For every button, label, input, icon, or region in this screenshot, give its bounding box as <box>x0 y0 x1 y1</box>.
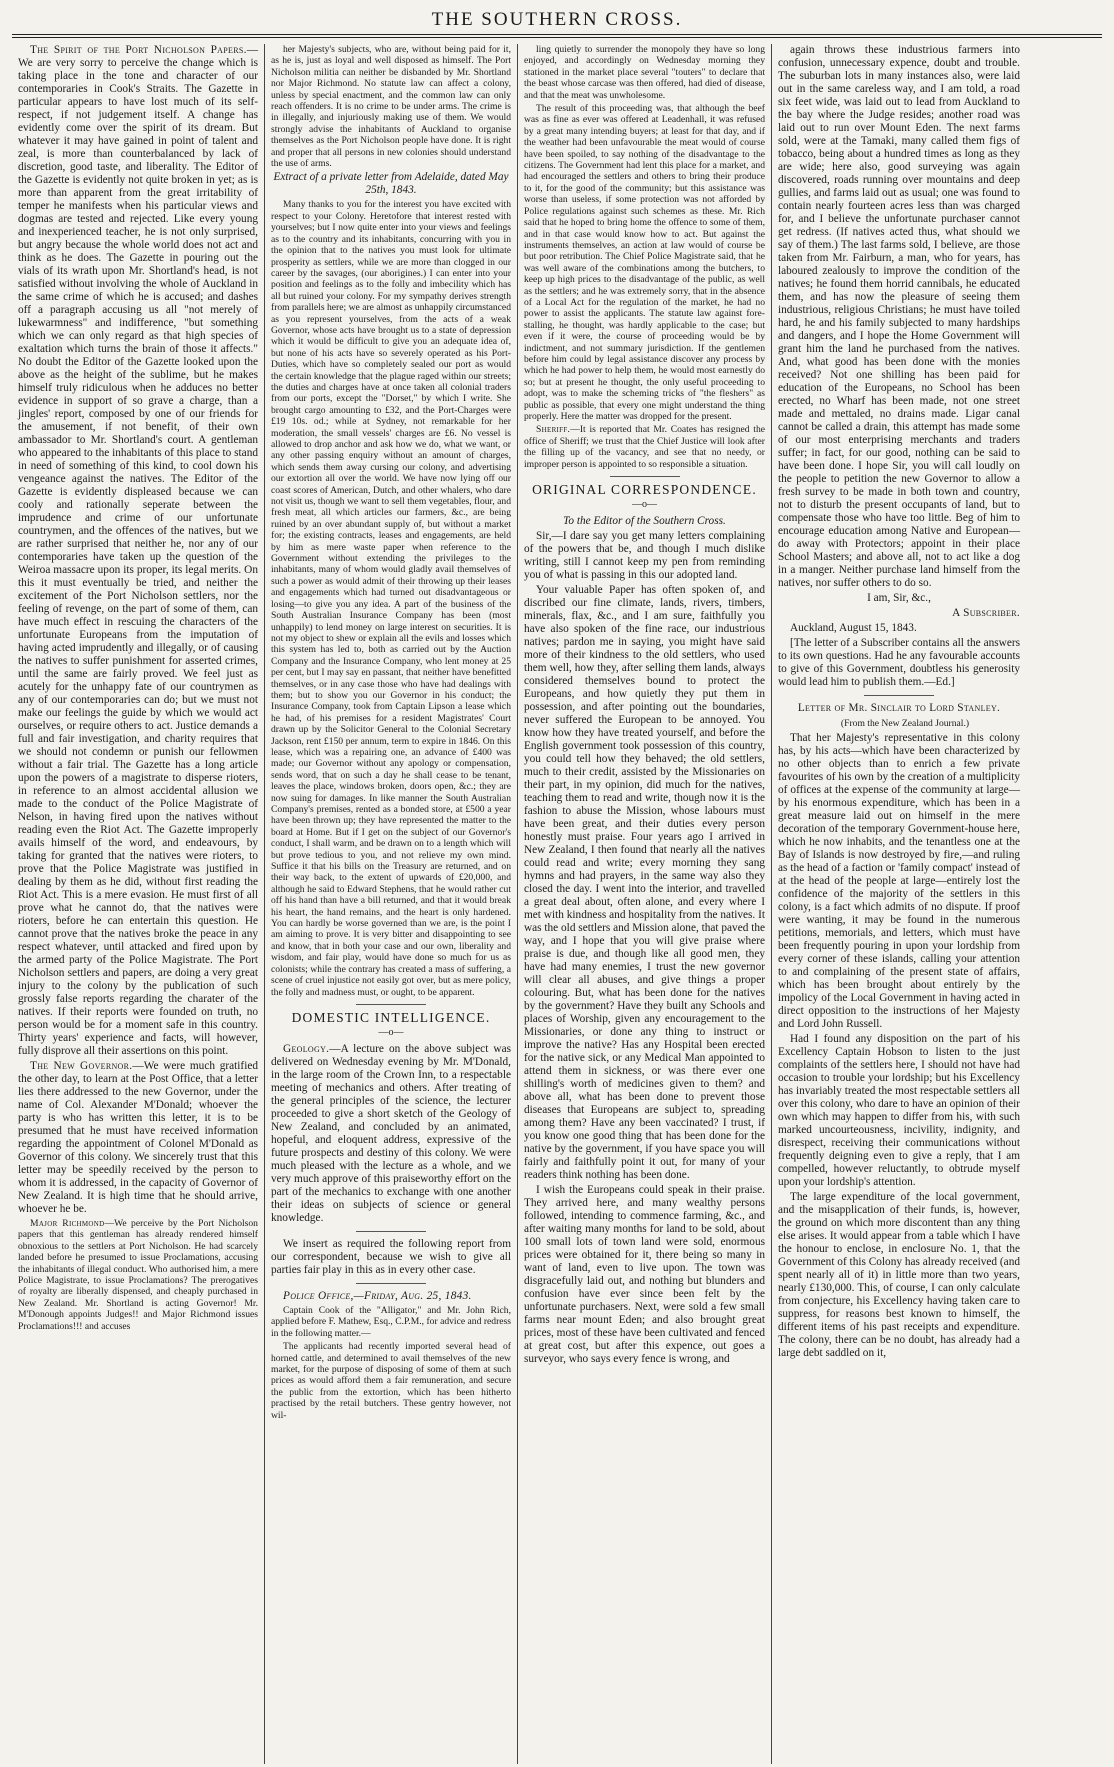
article-lead: Geology. <box>283 1042 330 1055</box>
section-divider <box>864 695 934 696</box>
extract-body: Many thanks to you for the interest you have excited with respect to your Colony. Heretofore that interest rested with yourselves; but I now quite enter into your views and feelings as to the country and its inhabitants, concurring with you in the opinion that to the natives you must look for ultimate prosperity as settlers, while we are more than clogged in our career by the savages, (our aborigines.) I can enter into your position and feelings as to the folly and imbecility which has all but ruined your colony. For my sympathy derives strength from parallels here; we are almost as unhappily circumstanced as you represent yourselves, from the acts of a weak Governor, whose acts have brought us to a state of depression which it would be difficult to give you an adequate idea of, but none of his acts have so severely operated as his Port-Duties, which have so completely sealed our port as would the certain knowledge that the plague raged within our streets; the duties and charges have at once taken all colonial traders from our ports, except the "Dorset," by which I write. She brought cargo amounting to £32, and the Port-Charges were £19 10s. od.; while at Sydney, not remarkable for her moderation, the small vessels' charges are £6. No vessel is allowed to drop anchor and ask how we do, what we want, or any other passing enquiry without an amount of charges, which sends them away cursing our colony, and advertising our extortion all over the world. We have now lying off our coast scores of American, Dutch, and other whalers, who dare not visit us, though we want to sell them vegetables, flour, and fresh meat, all which articles our farmers, &c., are being ruined by an over abundant supply of, but without a market for; the existing contracts, leases and engagements, are held by him as mere waste paper when reference to the Government without extending the privileges to the inhabitants, many of whom would gladly avail themselves of such a power as would admit of their throwing up their leases and engagements which had turned out disadvantageous or losing—to give you any idea. A part of the business of the South Australian Insurance Company has been (most unhappily) to lend money on large interest on securities. It is not my object to shew or explain all the evils and losses which this system has led to, both as carried out by the Auction Company and the Insurance Company, who lent money at 25 per cent, but I may say en passant, that neither have benefitted themselves, or in any case those who have had dealings with them; but to show you our Governor in his conduct; the Insurance Company, took from Captain Lipson a lease which he had, of his premises for a resident Magistrates' Court drawn up by the Solicitor General to the Colonial Secretary Jackson, rent £150 per annum, term to expire in 1846. On this lease, which was a repairing one, an advance of £400 was made; our Governor without any apology or compensation, sends word, that on such a day he shall cease to be tenant, leaves the place, windows broken, doors open, &c.; they are now suing for damages. In like manner the South Australian Company's premises, rented as a bonded store, at £500 a year have been thrown up; they have represented the matter to the board at Home. But if I get on the subject of our Governor's conduct, I shall warm, and be drawn on to a length which will but prove tedious to you, and not relieve my own mind. Suffice it that his bills on the Treasury are returned, and on their way back, to the extent of upwards of £20,000, and although he said to Edward Stephens, that he would rather cut off his hand than have a bill returned, and that it would break his heart, the hand remains, and the heart is only hardened. You can hardly be worse governed than we are, is the point I am aiming to prove. It is very bitter and disappointing to see and know, that in both your case and our own, liberality and wisdom, and fair play, would have done so much for us as colonists; while the contrary has created a mass of suffering, a scene of cruel injustice not easily got over, but as mere policy, the folly and madness must, or ought, to be apparent. <box>271 199 511 998</box>
article-body: —A lecture on the above subject was delivered on Wednesday evening by Mr. M'Donald, in the large room of the Crown Inn, to a respectable meeting of mechanics and others. After treating of the general principles of the science, the lecturer proceeded to give a short sketch of the Geology of New Zealand, and concluded by an animated, hopeful, and eloquent address, expressive of the future prospects and destiny of this colony. We were much pleased with the lecture as a whole, and we very much approve of this praiseworthy effort on the part of the mechanics to exchange with one another their ideas on subjects of science or general knowledge. <box>271 1042 511 1224</box>
article-body: —We perceive by the Port Nicholson papers that this gentleman has already rendered himself obnoxious to the settlers at Port Nicholson. He had scarcely landed before he presumed to issue Proclamations, accusing the inhabitants of illegal conduct. Who authorised him, a mere Police Magistrate, to issue Proclamations? The prerogatives of royalty are liberally dispensed, and cheaply purchased in New Zealand. Mr. Shortland is acting Governor! Mr. M'Donough appoints Judges!! and Major Richmond issues Proclamations!!! and accuses <box>18 1218 258 1332</box>
ornament-icon: —o— <box>378 1026 404 1038</box>
sinclair-para-2: Had I found any disposition on the part of his Excellency Captain Hobson to listen to the just complaints of the settlers here, I should not have had occasion to trouble your lordship; but his Excellency has invariably treated the most respectable settlers all over this colony, who dare to have an opinion of their own which may happen to differ from his, with such marked uncourteousness, incivility, indignity, and disrespect, receiving their communications without frequently deigning even to give a reply, that I am compelled, however reluctantly, to obtrude myself upon your lordship's attention. <box>778 1033 1020 1188</box>
section-divider <box>356 1004 426 1005</box>
article-sheriff <box>524 424 765 470</box>
section-heading: ORIGINAL CORRESPONDENCE. <box>532 482 757 498</box>
letter-source: (From the New Zealand Journal.) <box>840 718 970 729</box>
section-heading: DOMESTIC INTELLIGENCE. <box>291 1009 491 1025</box>
sinclair-para-3: The large expenditure of the local government, and the misapplication of their funds, is, however, the ground on which more discontent than any thing else arises. It would appear from a table which I have the honour to enclose, in enclosure No. 1, that the Government of this Colony has already received (and spent nearly all of it) in little more than two years, nearly £130,000. This, of course, I can only calculate from conjecture, his Excellency having taken care to suppress, for reasons best known to himself, the different items of his past receipts and expenditure. The colony, there can be no doubt, has already had a large debt saddled on it, <box>778 1191 1020 1359</box>
article-spirit <box>18 44 258 1058</box>
letter-title: Letter of Mr. Sinclair to Lord Stanley. <box>797 702 1001 714</box>
article-lead: Major Richmond <box>30 1218 105 1229</box>
section-divider <box>356 1283 426 1284</box>
column-2 <box>264 44 517 1764</box>
letter-continued: again throws these industrious farmers into confusion, unnecessary expence, doubt and trouble. The suburban lots in many instances also, were laid out in the same careless way, and I am told, a road six feet wide, was laid out to lead from Auckland to the bay where the Judge resides; another road was laid out to run over Mount Eden. The next farms sold, were at the Tamaki, many called them figs of tobacco, being about a hundred times as long as they are wide; here also, good surveying was again discovered, roads running over mountains and deep gullies, and farms laid out as usual; one was found to contain nearly fourteen acres less than was charged for, and I believe the unfortunate purchaser cannot get redress. (If natives acted thus, what should we say of them.) The last farms sold, I believe, are those taken from Mr. Fairburn, a man, who for years, has laboured zealously to improve the condition of the natives; he found them horrid cannibals, he educated them, and has now the pleasure of seeing them industrious, religious Christians; he must have toiled hard, he and his family subjected to many hardships and dangers, and I hope the Home Government will grant him the land he purchased from the natives. And, what good has been done with the monies received? Not one shilling has been paid for education of the Europeans, no School has been erected, no Wharf has been made, not one street made and mettaled, no drains made. Ligar canal cannot be called a drain, this attempt has made some of our most enterprising merchants and traders suffer; in fact, for our good, nothing can be said to have been done. I hope Sir, you will call loudly on the people to petition the new Governor to allow a fresh survey to be made in both town and country, not to disturb the present occupants of land, but to compensate those who have too little. Beg of him to encourage education among Native and European—do away with Protectors; appoint in their place School Masters; and above all, not to act like a dog in a manger. Neither purchase land himself from the natives, nor suffer others to do so. <box>778 44 1020 589</box>
ornament-icon: —o— <box>632 499 657 511</box>
sinclair-para-1: That her Majesty's representative in this colony has, by his acts—which have been characterized by no other objects than to enrich a few private favourites of his own by the creation of a multiplicity of offices at the expense of the community at large—by his enormous expenditure, which has been in a great measure laid out on himself in the mere decoration of the temporary Government-house here, which he now inhabits, and the tenantless one at the Bay of Islands is now destroyed by fire,—and ruling as the head of a faction or 'family compact' instead of at the head of the people at large—entirely lost the confidence of the majority of the settlers in this colony, is a fact which admits of no dispute. If proof were wanting, it may be found in the numerous petitions, memorials, and letters, which must have been frequently pouring in upon your lordship from every corner of these islands, calling your attention to and complaining of the present state of affairs, which has been brought about entirely by the impolicy of the Local Government in having acted in direct opposition to the instructions of her Majesty and Lord John Russell. <box>778 732 1020 1030</box>
article-major-richmond <box>18 1218 258 1332</box>
police-heading <box>271 1290 511 1303</box>
editor-note: [The letter of a Subscriber contains all the answers to its own questions. Had he any favourable accounts to give of this Government, doubtless his generosity would lead him to publish them.—Ed.] <box>778 637 1020 688</box>
column-4 <box>771 44 1026 1764</box>
article-body: —We are very sorry to perceive the change which is taking place in the tone and character of our contemporaries in Cook's Straits. The Gazette in particular appears to have lost much of its self-respect, if not judgement itself. A change has evidently come over the spirit of its dream. But whatever it may have gained in point of talent and zeal, is more than counterbalanced by lack of discretion, good taste, and liberality. The Editor of the Gazette is evidently not quite broken in yet; as is more than apparent from the great irritability of temper he manifests when his particular views and dogmas are tested and rejected. Like every young and inexperienced teacher, he is not only surprised, but angry because the whole world does not act and think as he does. The Gazette in pouring out the vials of its wrath upon Mr. Shortland's head, is not satisfied without involving the whole of Auckland in the same crime of which he is accused; and dashes off a paragraph accusing us all "not merely of lukewarmness" and indifference, "but something which we can only regard as that high species of exaltation which turns the brain of those it affects." No doubt the Editor of the Gazette looked upon the above as the height of the sublime, but he makes himself truly ridiculous when he adduces no better evidence in support of so grave a charge, than a jingles' report, composed by one of our friends for the amusement, if not benefit, of their own ambassador to Mr. Shortland's court. A gentleman who appeared to the inhabitants of this place to stand in need of something of this kind, to cool down his vengeance against the natives. The Editor of the Gazette is evidently displeased because we can cooly and rationally seperate between the imprudence and crime of our unfortunate countrymen, and the offences of the natives, but we are rather surprised that neither he, nor any of our contemporaries have taken up the question of the Weiroa massacre upon its proper, its legal merits. On this it must eventually be tried, and neither the excitement of the Port Nicholson settlers, nor the feeling of revenge, on the part of some of them, can have much effect in rescuing the characters of the unfortunate Europeans from the imputation of having acted imprudently and illegally, or of causing the natives to suffer punishment for asserted crimes, until the same are fairly proved. We feel just as acutely for the unhappy fate of our countrymen as any of our contemporaries can do; but we must not make our feelings the guide by which we would act ourselves, or require others to act. Justice demands a full and fair investigation, and charity requires that we should not condemn or punish our fellowmen without a fair trial. The Gazette has a long article upon the powers of a magistrate to disperse rioters, in reference to an almost accidental allusion we made to the conduct of the Police Magistrate of Nelson, in having fired upon the natives without reading even the Riot Act. The Gazette improperly avails himself of the word, and endeavours, by taking for granted that the natives were rioters, to prove that the Police Magistrate was justified in dealing by them as he did, without first reading the Riot Act. This is a mere evasion. He must first of all prove what he cannot do, that the natives were rioters, before he can entertain this question. He cannot prove that the natives broke the peace in any respect whatever, until attacked and fired upon by the armed party of the Police Magistrate. The Port Nicholson settlers and papers, are doing a very great injury to the colony by the publication of such grossly false reports regarding the charater of the natives. If their reports were founded on truth, no person would be for a moment safe in this country. Thirty years' experience and facts, will however, fully disprove all their assertions on this point. <box>18 44 258 1057</box>
masthead-rule <box>12 34 1102 38</box>
article-lead: The Spirit of the Port Nicholson Papers. <box>30 44 247 56</box>
letter-dateline: Auckland, August 15, 1843. <box>790 622 917 634</box>
letter-para-3: I wish the Europeans could speak in their praise. They arrived here, and many wealthy persons followed, intending to commence farming, &c., and after waiting many months for land to be sold, about 100 small lots of town land were sold, enormous prices were obtained for it, there being so many in want of land, even to live upon. The town was disgracefully laid out, and nothing but blunders and confusion have ever since been felt by the unfortunate purchasers. Next, were sold a few small farms near mount Eden; and also brought great prices, most of these have been cultivated and fenced at great cost, but after this expence, out goes a surveyor, who says every fence is wrong, and <box>524 1184 765 1366</box>
article-body: —We were much gratified the other day, to learn at the Post Office, that a letter lies there addressed to the new Governor, under the name of Col. Alexander M'Donald; whoever the party is who has written this letter, it is to be presumed that he must have received information regarding the appointment of Colonel M'Donald as Governor of this colony. We sincerely trust that this letter may be speedily received by the person to whom it is addressed, in the capacity of Governor of New Zealand. It is high time that he should arrive, whoever he be. <box>18 1060 258 1215</box>
letter-para-1: Sir,—I dare say you get many letters complaining of the powers that be, and though I much dislike writing, still I cannot keep my pen from reminding you of what is passing in this our adopted land. <box>524 530 765 582</box>
column-1 <box>12 44 264 1764</box>
column-3 <box>517 44 771 1764</box>
section-divider <box>356 1231 426 1232</box>
letter-signature: A Subscriber. <box>952 607 1020 619</box>
police-body: Captain Cook of the "Alligator," and Mr. John Rich, applied before F. Mathew, Esq., C.P.M., for advice and redress in the following matter.— <box>271 1304 511 1339</box>
article-new-governor <box>18 1060 258 1216</box>
letter-para-2: Your valuable Paper has often spoken of, and discribed our fine climate, lands, rivers, timbers, minerals, flax, &c., and I am sure, faithfully you have also spoken of the fine race, our industrious natives; pardon me in saying, you might have said more of their kindness to the old settlers, who used them well, how they, after selling them lands, always considered themselves bound to protect the Europeans, and how quietly they put them in possession, and after pointing out the boundaries, never suffered the European to be annoyed. You know how they have treated yourself, and before the English government took possession of this country, you could tell how they behaved; the old settlers, much to their credit, assisted by the Missionaries on their part, in my opinion, did much for the natives, teaching them to read and write, though now it is the fashion to abuse the Mission, whose labours must have been great, and their duties every person honestly must praise. Four years ago I arrived in New Zealand, I then found that nearly all the natives could read and write; every morning they sang hymns and had prayers, in the same way also they closed the day. I went into the interior, and travelled a great deal about, often alone, and every where I met with kindness and hospitality from the natives. It was the old settlers and Mission alone, that paved the way, and I hope that you will give praise where praise is due, and though like all good men, they have had many enemies, I trust the new governor will clear all abuses, and give things a proper colouring. But, what has been done for the natives by the government? Have they built any Schools and places of Worship, given any encouragement to the Missionaries, or done any thing to instruct or improve the native? Has any Hospital been erected for the native sick, or any Medical Man appointed to attend them in sickness, or was there ever one shilling's worth of medicines given to them? and above all, what has been done to prevent those diseases that Europeans are subject to, spreading among them? Have any been vaccinated? I trust, if you know one good thing that has been done for the native by the government, if you have space you will fairly and faithfully point it out, for many of your readers think nothing has been done. <box>524 584 765 1182</box>
article-continued: her Majesty's subjects, who are, without being paid for it, as he is, just as loyal and well disposed as himself. The Port Nicholson militia can neither be disbanded by Mr. Shortland nor Major Richmond. No statute law can affect a colony, unless by special enactment, and the common law can only reach offenders. It is no crime to be under arms. The crime is in illegally, and injuriously making use of them. We would strongly advise the inhabitants of Auckland to organise themselves as the Port Nicholson people have done. It is right and proper that all persons in new colonies should understand the use of arms. <box>271 44 511 170</box>
article-lead: The New Governor. <box>30 1060 133 1072</box>
extract-title: Extract of a private letter from Adelaide, dated May 25th, 1843. <box>273 171 509 197</box>
police-continued: ling quietly to surrender the monopoly they have so long enjoyed, and accordingly on Wednesday morning they stationed in the market place several "touters" to declare that the beast whose carcase was then offered, had died of disease, and that the meat was unwholesome. <box>524 44 765 101</box>
letter-signoff: I am, Sir, &c., <box>867 592 931 604</box>
letter-salutation: To the Editor of the Southern Cross. <box>563 515 726 528</box>
police-continued-2: The result of this proceeding was, that although the beef was as fine as ever was offered at Leadenhall, it was refused by a great many intending buyers; at least for that day, and if the weather had been unfavourable the meat would of course have been spoiled, to say nothing of the disadvantage to the citizens. The Government had lent this place for a market, and had encouraged the settlers and others to bring their produce to it, for the good of the community; but this assistance was worse than useless, if some protection was not afforded by Police regulations against such schemes as these. Mr. Rich said that he hoped to bring home the offence to some of them, and in that case would know how to act. But against the instruments themselves, an action at law would of course be but poor retribution. The Chief Police Magistrate said, that he was well aware of the combinations among the butchers, to keep up high prices to the disadvantage of the public, as well as the settlers; and he was extremely sorry, that in the absence of a Local Act for the regulation of the market, he had no power to assist the applicants. The statute law against fore-stalling, he thought, was hardly applicable to the case; but even if it were, the course of proceeding would be by indictment, and not summary jurisdiction. If the gentlemen before him could by legal assistance discover any process by which he had power to help them, he would most earnestly do so; but at present he thought, the only useful proceeding to adopt, was to make the scheming tricks of "the fleshers" as public as possible, that every one might understand the thing properly. Here the matter was dropped for the present. <box>524 103 765 422</box>
article-lead: Sheriff. <box>536 424 571 436</box>
masthead: THE SOUTHERN CROSS. <box>431 9 683 30</box>
article-geology <box>271 1043 511 1225</box>
police-body-2: The applicants had recently imported several head of horned cattle, and determined to avail themselves of the new market, for the purpose of disposing of some of them at such prices as would afford them a fair remuneration, and secure the public from the extortion, which has been hitherto practised by the retail butchers. These gentry however, not wil- <box>271 1341 511 1421</box>
article-lead: Police Office,—Friday, Aug. 25, 1843. <box>283 1289 472 1302</box>
editor-insert: We insert as required the following report from our correspondent, because we wish to give all parties fair play in this as in every other case. <box>271 1237 511 1276</box>
columns <box>12 44 1102 1764</box>
section-divider <box>610 476 680 477</box>
article-body: —It is reported that Mr. Coates has resigned the office of Sheriff; we trust that the Chief Justice will look after the filling up of the vacancy, and see that no needy, or improper person is appointed to so responsible a situation. <box>524 424 765 470</box>
